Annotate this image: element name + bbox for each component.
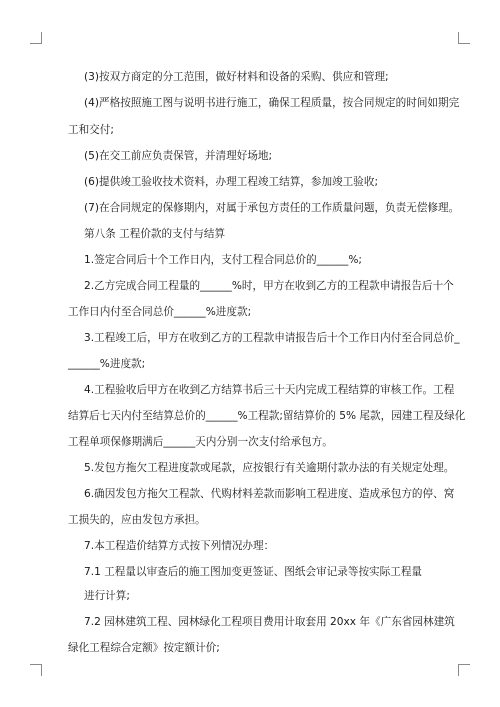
payment-item-6-line-1: 6.确因发包方拖欠工程款、代购材料差款而影响工程进度、造成承包方的停、窝 — [84, 488, 455, 500]
payment-item-6-line-2: 工损失的，应由发包方承担。 — [68, 514, 206, 526]
crop-mark-top-left — [30, 32, 42, 44]
payment-item-4-line-1: 4.工程验收后甲方在收到乙方结算书后三十天内完成工程结算的审核工作。工程 — [84, 384, 455, 396]
payment-item-7-2-line-2: 绿化工程综合定额》按定额计价; — [68, 642, 220, 654]
crop-mark-top-right — [458, 32, 470, 44]
payment-item-1: 1.签定合同后十个工作日内，支付工程合同总价的______%; — [84, 254, 362, 266]
payment-item-4-line-2: 结算后七天内付至结算总价的______%工程款;留结算价的 5% 尾款，园建工程及绿化 — [68, 410, 466, 422]
payment-item-3-line-2: ______%进度款; — [68, 358, 146, 370]
payment-item-2-line-1: 2.乙方完成合同工程量的______%时，甲方在收到乙方的工程款申请报告后十个 — [84, 280, 454, 292]
payment-item-7-1-line-1: 7.1 工程量以审查后的施工图加变更签证、图纸会审记录等按实际工程量 — [84, 566, 423, 578]
clause-7: (7)在合同规定的保修期内，对属于承包方责任的工作质量问题，负责无偿修理。 — [84, 202, 460, 214]
clause-5: (5)在交工前应负责保管，并清理好场地; — [84, 150, 273, 162]
clause-4-line-1: (4)严格按照施工图与说明书进行施工，确保工程质量，按合同规定的时间如期完 — [84, 97, 460, 109]
payment-item-3-line-1: 3.工程竣工后，甲方在收到乙方的工程款申请报告后十个工作日内付至合同总价_ — [84, 332, 460, 344]
payment-item-5: 5.发包方拖欠工程进度款或尾款，应按银行有关逾期付款办法的有关规定处理。 — [84, 462, 455, 474]
payment-item-7: 7.本工程造价结算方式按下列情况办理： — [84, 540, 275, 552]
crop-mark-bottom-right — [458, 664, 470, 676]
clause-6: (6)提供竣工验收技术资料，办理工程竣工结算，参加竣工验收; — [84, 176, 379, 188]
clause-4-line-2: 工和交付; — [68, 124, 114, 136]
article-8-heading: 第八条 工程价款的支付与结算 — [84, 228, 226, 240]
clause-3: (3)按双方商定的分工范围，做好材料和设备的采购、供应和管理; — [84, 71, 389, 83]
crop-mark-bottom-left — [30, 664, 42, 676]
payment-item-7-2-line-1: 7.2 园林建筑工程、园林绿化工程项目费用计取套用 20xx 年《广东省园林建筑 — [84, 616, 455, 628]
payment-item-2-line-2: 工作日内付至合同总价______%进度款; — [68, 306, 252, 318]
payment-item-4-line-3: 工程单项保修期满后______天内分别一次支付给承包方。 — [68, 436, 333, 448]
payment-item-7-1-line-2: 进行计算; — [84, 590, 130, 602]
